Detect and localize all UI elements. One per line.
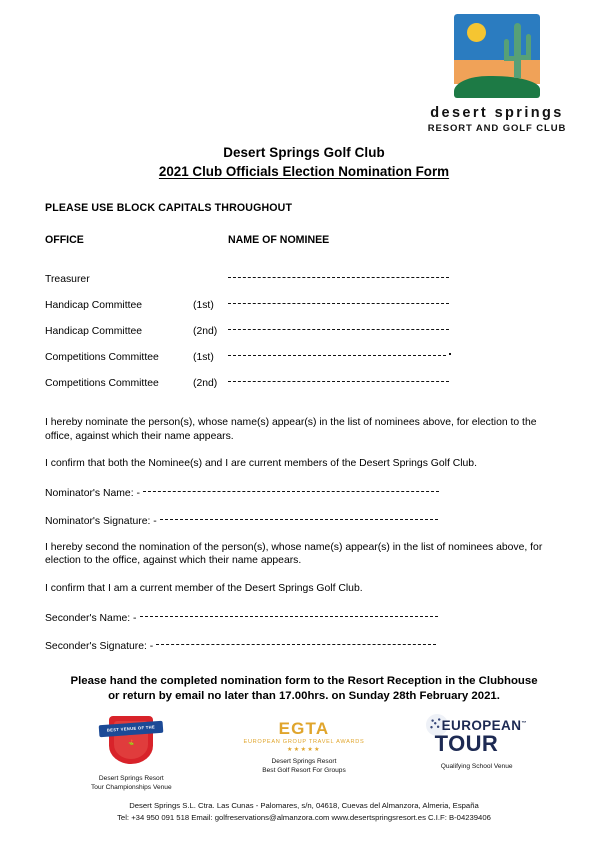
table-row <box>45 298 563 324</box>
write-in-line <box>228 355 446 356</box>
logo-tagline: RESORT AND GOLF CLUB <box>427 123 567 134</box>
office-ordinal: (1st) <box>193 300 214 311</box>
office-ordinal: (2nd) <box>193 326 218 337</box>
award-caption <box>402 762 552 771</box>
seconder-signature-label: Seconder's Signature: - <box>45 640 154 652</box>
cactus-arm-right-join <box>519 55 531 60</box>
office-nominee-table <box>45 272 563 402</box>
seconder-name-row <box>45 611 563 624</box>
nominator-name-label: Nominator's Name: - <box>45 487 140 499</box>
page-subtitle: 2021 Club Officials Election Nomination Form <box>158 164 450 179</box>
nominee-entry-field[interactable] <box>228 324 563 334</box>
egta-wordmark: EGTA <box>278 719 330 738</box>
logo-hills-shape <box>454 76 540 98</box>
logo-cactus-icon <box>502 23 534 78</box>
cactus-trunk <box>514 23 521 78</box>
address-line-1: Desert Springs S.L. Ctra. Las Cunas - Palomares, s/n, 04618, Cuevas del Almanzora, Almeria, España <box>129 801 479 810</box>
form-body <box>45 202 563 704</box>
submission-instructions <box>45 674 563 704</box>
shield-banner-text: BEST VENUE OF THE <box>99 721 164 737</box>
seconder-name-input[interactable] <box>140 611 564 621</box>
nominee-entry-field[interactable] <box>228 272 563 282</box>
nominator-name-input[interactable] <box>143 486 563 496</box>
write-in-line <box>140 616 438 617</box>
footer-address <box>0 800 608 823</box>
logo-sun-icon <box>467 23 486 42</box>
nominator-name-row <box>45 486 563 499</box>
column-header-office: OFFICE <box>45 234 84 246</box>
document-heading <box>0 145 608 179</box>
block-capitals-instruction: PLEASE USE BLOCK CAPITALS THROUGHOUT <box>45 202 293 214</box>
nominee-entry-field[interactable] <box>228 350 563 360</box>
address-line-2: Tel: +34 950 091 518 Email: golfreservations@almanzora.com www.desertspringsresort.es C.I.F: B-04239406 <box>117 812 491 822</box>
desert-springs-logo-icon <box>454 14 540 98</box>
office-label: Handicap Committee <box>45 326 143 337</box>
write-in-line <box>143 491 439 492</box>
nominator-signature-row <box>45 514 563 527</box>
egta-logo-icon <box>239 712 369 753</box>
write-in-line <box>228 303 449 304</box>
office-ordinal: (2nd) <box>193 378 218 389</box>
award-caption <box>229 757 379 775</box>
table-row <box>45 324 563 350</box>
nominee-entry-field[interactable] <box>228 298 563 308</box>
table-row <box>45 272 563 298</box>
line-end-dot <box>449 353 451 355</box>
write-in-line <box>228 381 449 382</box>
write-in-line <box>160 519 438 520</box>
seconder-signature-row <box>45 639 563 652</box>
nominee-entry-field[interactable] <box>228 376 563 386</box>
european-tour-logo-icon <box>412 712 542 758</box>
award-caption-line2: Best Golf Resort For Groups <box>262 767 346 774</box>
write-in-line <box>228 329 449 330</box>
column-header-nominee: NAME OF NOMINEE <box>228 234 330 246</box>
award-caption-line1: Qualifying School Venue <box>440 763 513 770</box>
award-logos <box>45 712 563 792</box>
office-label: Treasurer <box>45 274 90 285</box>
award-caption-line1: Desert Springs Resort <box>98 775 164 782</box>
nominator-signature-input[interactable] <box>160 514 563 524</box>
award-european-tour <box>402 712 552 771</box>
closing-line-2: or return by email no later than 17.00hrs. on Sunday 28th February 2021. <box>108 689 500 702</box>
brand-logo <box>422 14 572 134</box>
trademark-symbol: ™ <box>521 720 527 727</box>
egta-stars-icon: ★★★★★ <box>287 747 321 753</box>
nominator-confirmation: I confirm that both the Nominee(s) and I are current members of the Desert Springs Golf Club. <box>45 458 477 470</box>
page-title: Desert Springs Golf Club <box>223 145 385 160</box>
logo-wordmark: desert springs <box>430 105 564 121</box>
seconder-signature-input[interactable] <box>156 639 563 649</box>
seconder-declaration: I hereby second the nomination of the person(s), whose name(s) appear(s) in the list of nominees above, for election to the office, against which their name appears. <box>45 541 543 567</box>
nominator-signature-label: Nominator's Signature: - <box>45 515 157 527</box>
office-label: Competitions Committee <box>45 378 159 389</box>
seconder-confirmation: I confirm that I am a current member of the Desert Springs Golf Club. <box>45 582 363 594</box>
write-in-line <box>156 644 436 645</box>
award-golf-world <box>56 712 206 792</box>
write-in-line <box>228 277 449 278</box>
award-egta <box>229 712 379 775</box>
european-label: EUROPEAN <box>441 718 522 733</box>
golfer-glyph-icon: ⛳ <box>128 740 135 746</box>
office-ordinal: (1st) <box>193 352 214 363</box>
table-row <box>45 376 563 402</box>
award-caption-line2: Tour Championships Venue <box>91 784 172 791</box>
award-caption-line1: Desert Springs Resort <box>271 758 337 765</box>
award-caption <box>56 774 206 792</box>
cactus-arm-left-join <box>504 56 516 61</box>
egta-subtitle: EUROPEAN GROUP TRAVEL AWARDS <box>243 739 365 745</box>
office-label: Competitions Committee <box>45 352 159 363</box>
table-column-headers <box>45 234 563 246</box>
seconder-name-label: Seconder's Name: - <box>45 612 137 624</box>
nominator-declaration: I hereby nominate the person(s), whose name(s) appear(s) in the list of nominees above, for election to the office, against which their name appears. <box>45 417 537 442</box>
table-row <box>45 350 563 376</box>
european-tour-wordmark-bottom: TOUR <box>434 731 499 756</box>
closing-line-1: Please hand the completed nomination form to the Resort Reception in the Clubhouse <box>70 674 538 687</box>
office-label: Handicap Committee <box>45 300 143 311</box>
shield-badge-icon <box>99 712 163 770</box>
